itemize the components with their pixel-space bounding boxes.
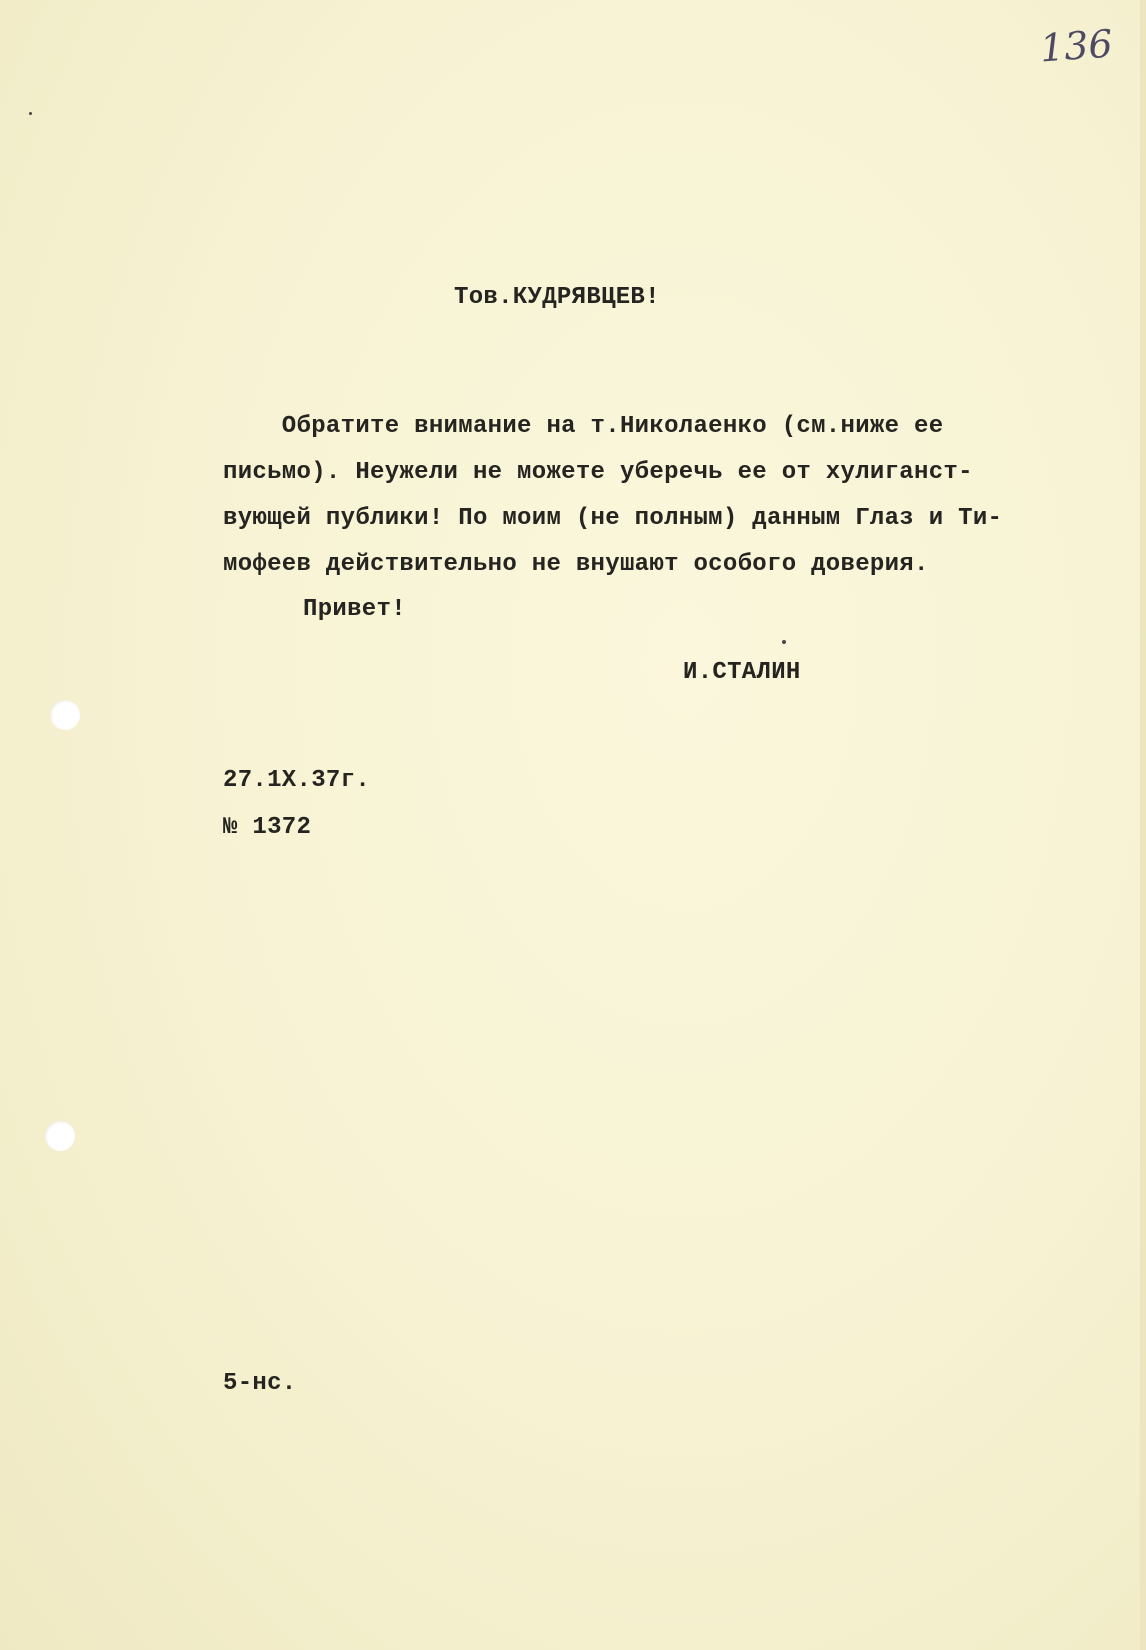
- punch-hole: [45, 1121, 75, 1151]
- body-line: письмо). Неужели не можете уберечь ее от хулиганст-: [223, 459, 973, 486]
- body-line: вующей публики! По моим (не полным) данным Глаз и Ти-: [223, 505, 1003, 532]
- archive-page-number: 136: [1038, 21, 1114, 71]
- document-number: № 1372: [223, 814, 312, 841]
- punch-hole: [50, 700, 80, 730]
- signature: И.СТАЛИН: [683, 659, 801, 686]
- greeting: Привет!: [303, 596, 406, 623]
- letter-date: 27.1X.37г.: [223, 767, 371, 794]
- body-line: мофеев действительно не внушают особого доверия.: [223, 551, 929, 578]
- ink-speck: [29, 112, 32, 115]
- body-line: Обратите внимание на т.Николаенко (см.ниже ее: [223, 413, 944, 440]
- salutation: Тов.КУДРЯВЦЕВ!: [454, 284, 660, 311]
- footer-code: 5-нс.: [223, 1370, 297, 1397]
- ink-speck: [782, 640, 786, 644]
